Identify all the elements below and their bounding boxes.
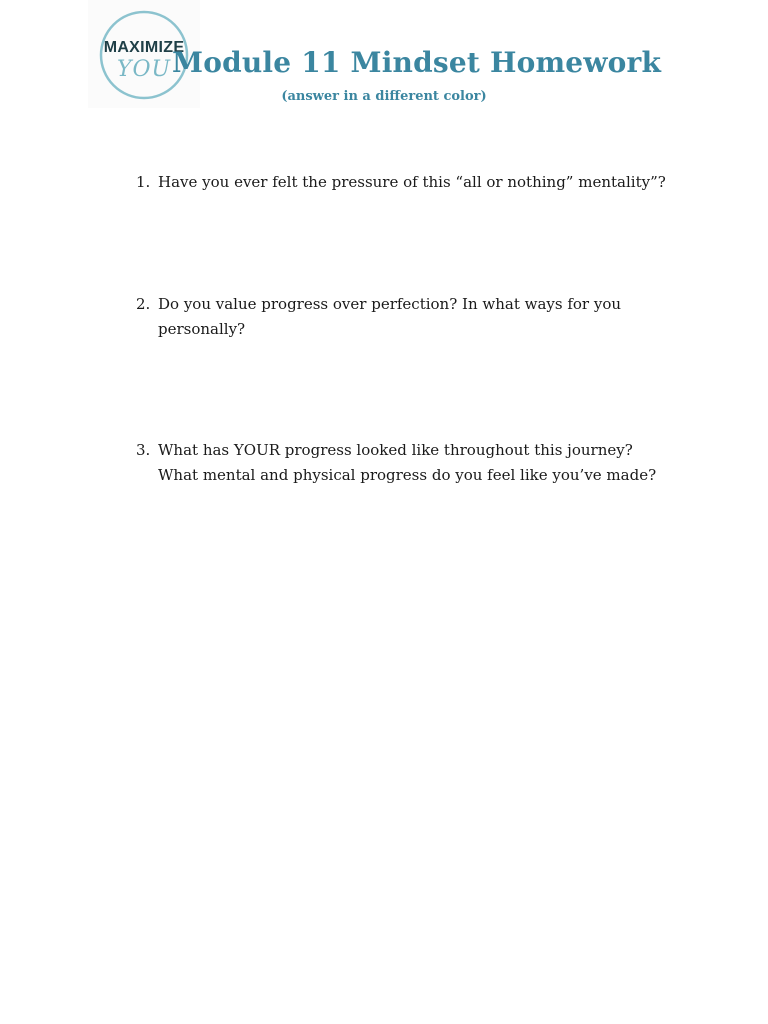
question-number: 3. xyxy=(136,441,151,459)
page-title: Module 11 Mindset Homework xyxy=(172,46,662,79)
question-text: Do you value progress over perfection? In what ways for you personally? xyxy=(158,295,622,338)
question-item xyxy=(136,438,676,488)
question-number: 1. xyxy=(136,173,151,191)
subtitle-text: (answer in a different color) xyxy=(281,89,487,104)
question-item xyxy=(136,292,676,342)
question-text: What has YOUR progress looked like throughout this journey? What mental and physical progress do you feel like you’ve made? xyxy=(158,441,657,484)
page-subtitle xyxy=(0,89,768,104)
logo-text-top: MAXIMIZE xyxy=(103,39,185,56)
question-text: Have you ever felt the pressure of this “all or nothing” mentality”? xyxy=(158,173,666,191)
question-item xyxy=(136,170,676,195)
logo-text-bottom: YOU xyxy=(116,57,172,82)
question-number: 2. xyxy=(136,295,151,313)
